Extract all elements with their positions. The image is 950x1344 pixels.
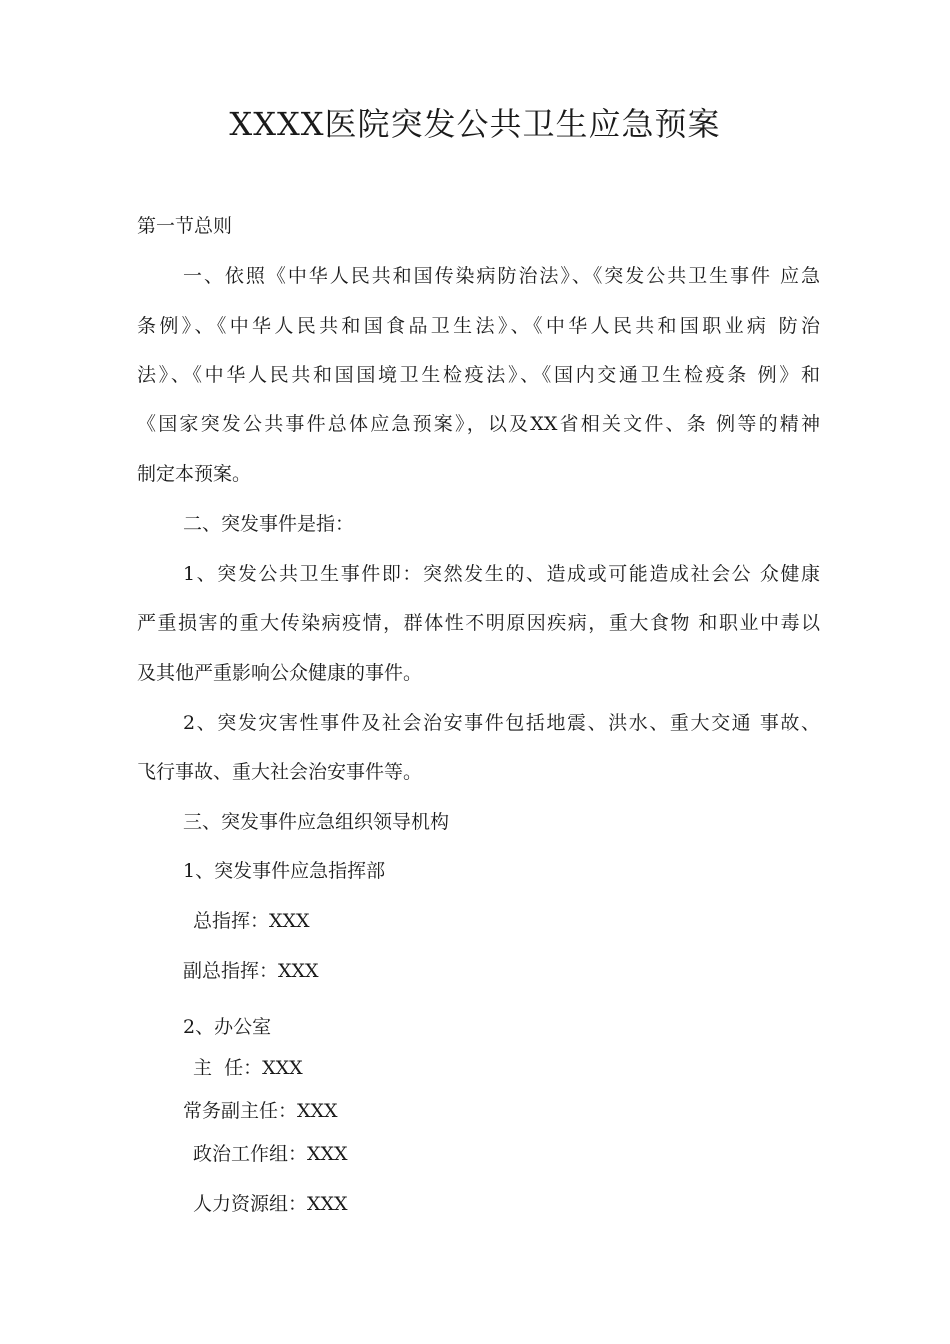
document-title: XXXX医院突发公共卫生应急预案 (229, 105, 721, 143)
para1-line-1: 一、依照《中华人民共和国传染病防治法》、《突发公共卫生事件 应急 (183, 265, 820, 287)
para1-line-2: 条例》、《中华人民共和国食品卫生法》、《中华人民共和国职业病 防治 (137, 315, 820, 337)
hr-group-line: 人力资源组：XXX (193, 1193, 348, 1215)
section-heading: 第一节总则 (137, 215, 233, 237)
para4-line-2: 飞行事故、重大社会治安事件等。 (137, 761, 423, 783)
para1-line-5: 制定本预案。 (137, 463, 252, 485)
para1-line-3: 法》、《中华人民共和国国境卫生检疫法》、《国内交通卫生检疫条 例》和 (137, 364, 820, 386)
para1-line-4: 《国家突发公共事件总体应急预案》，以及XX省相关文件、条 例等的精神 (137, 413, 820, 435)
executive-deputy-director-line: 常务副主任：XXX (183, 1100, 338, 1122)
deputy-commander-line: 副总指挥：XXX (183, 960, 319, 982)
para4-line-1: 2、突发灾害性事件及社会治安事件包括地震、洪水、重大交通 事故、 (183, 712, 820, 734)
para3-line-1: 1、突发公共卫生事件即：突然发生的、造成或可能造成社会公 众健康 (183, 563, 820, 585)
para3-line-3: 及其他严重影响公众健康的事件。 (137, 662, 423, 684)
para5-line: 三、突发事件应急组织领导机构 (183, 811, 450, 833)
para6-line: 1、突发事件应急指挥部 (183, 860, 386, 882)
para2-line: 二、突发事件是指： (183, 513, 355, 535)
commander-line: 总指挥：XXX (193, 910, 310, 932)
para3-line-2: 严重损害的重大传染病疫情，群体性不明原因疾病，重大食物 和职业中毒以 (137, 612, 820, 634)
director-line: 主 任：XXX (193, 1057, 303, 1079)
political-group-line: 政治工作组：XXX (193, 1143, 348, 1165)
office-heading: 2、办公室 (183, 1016, 272, 1038)
